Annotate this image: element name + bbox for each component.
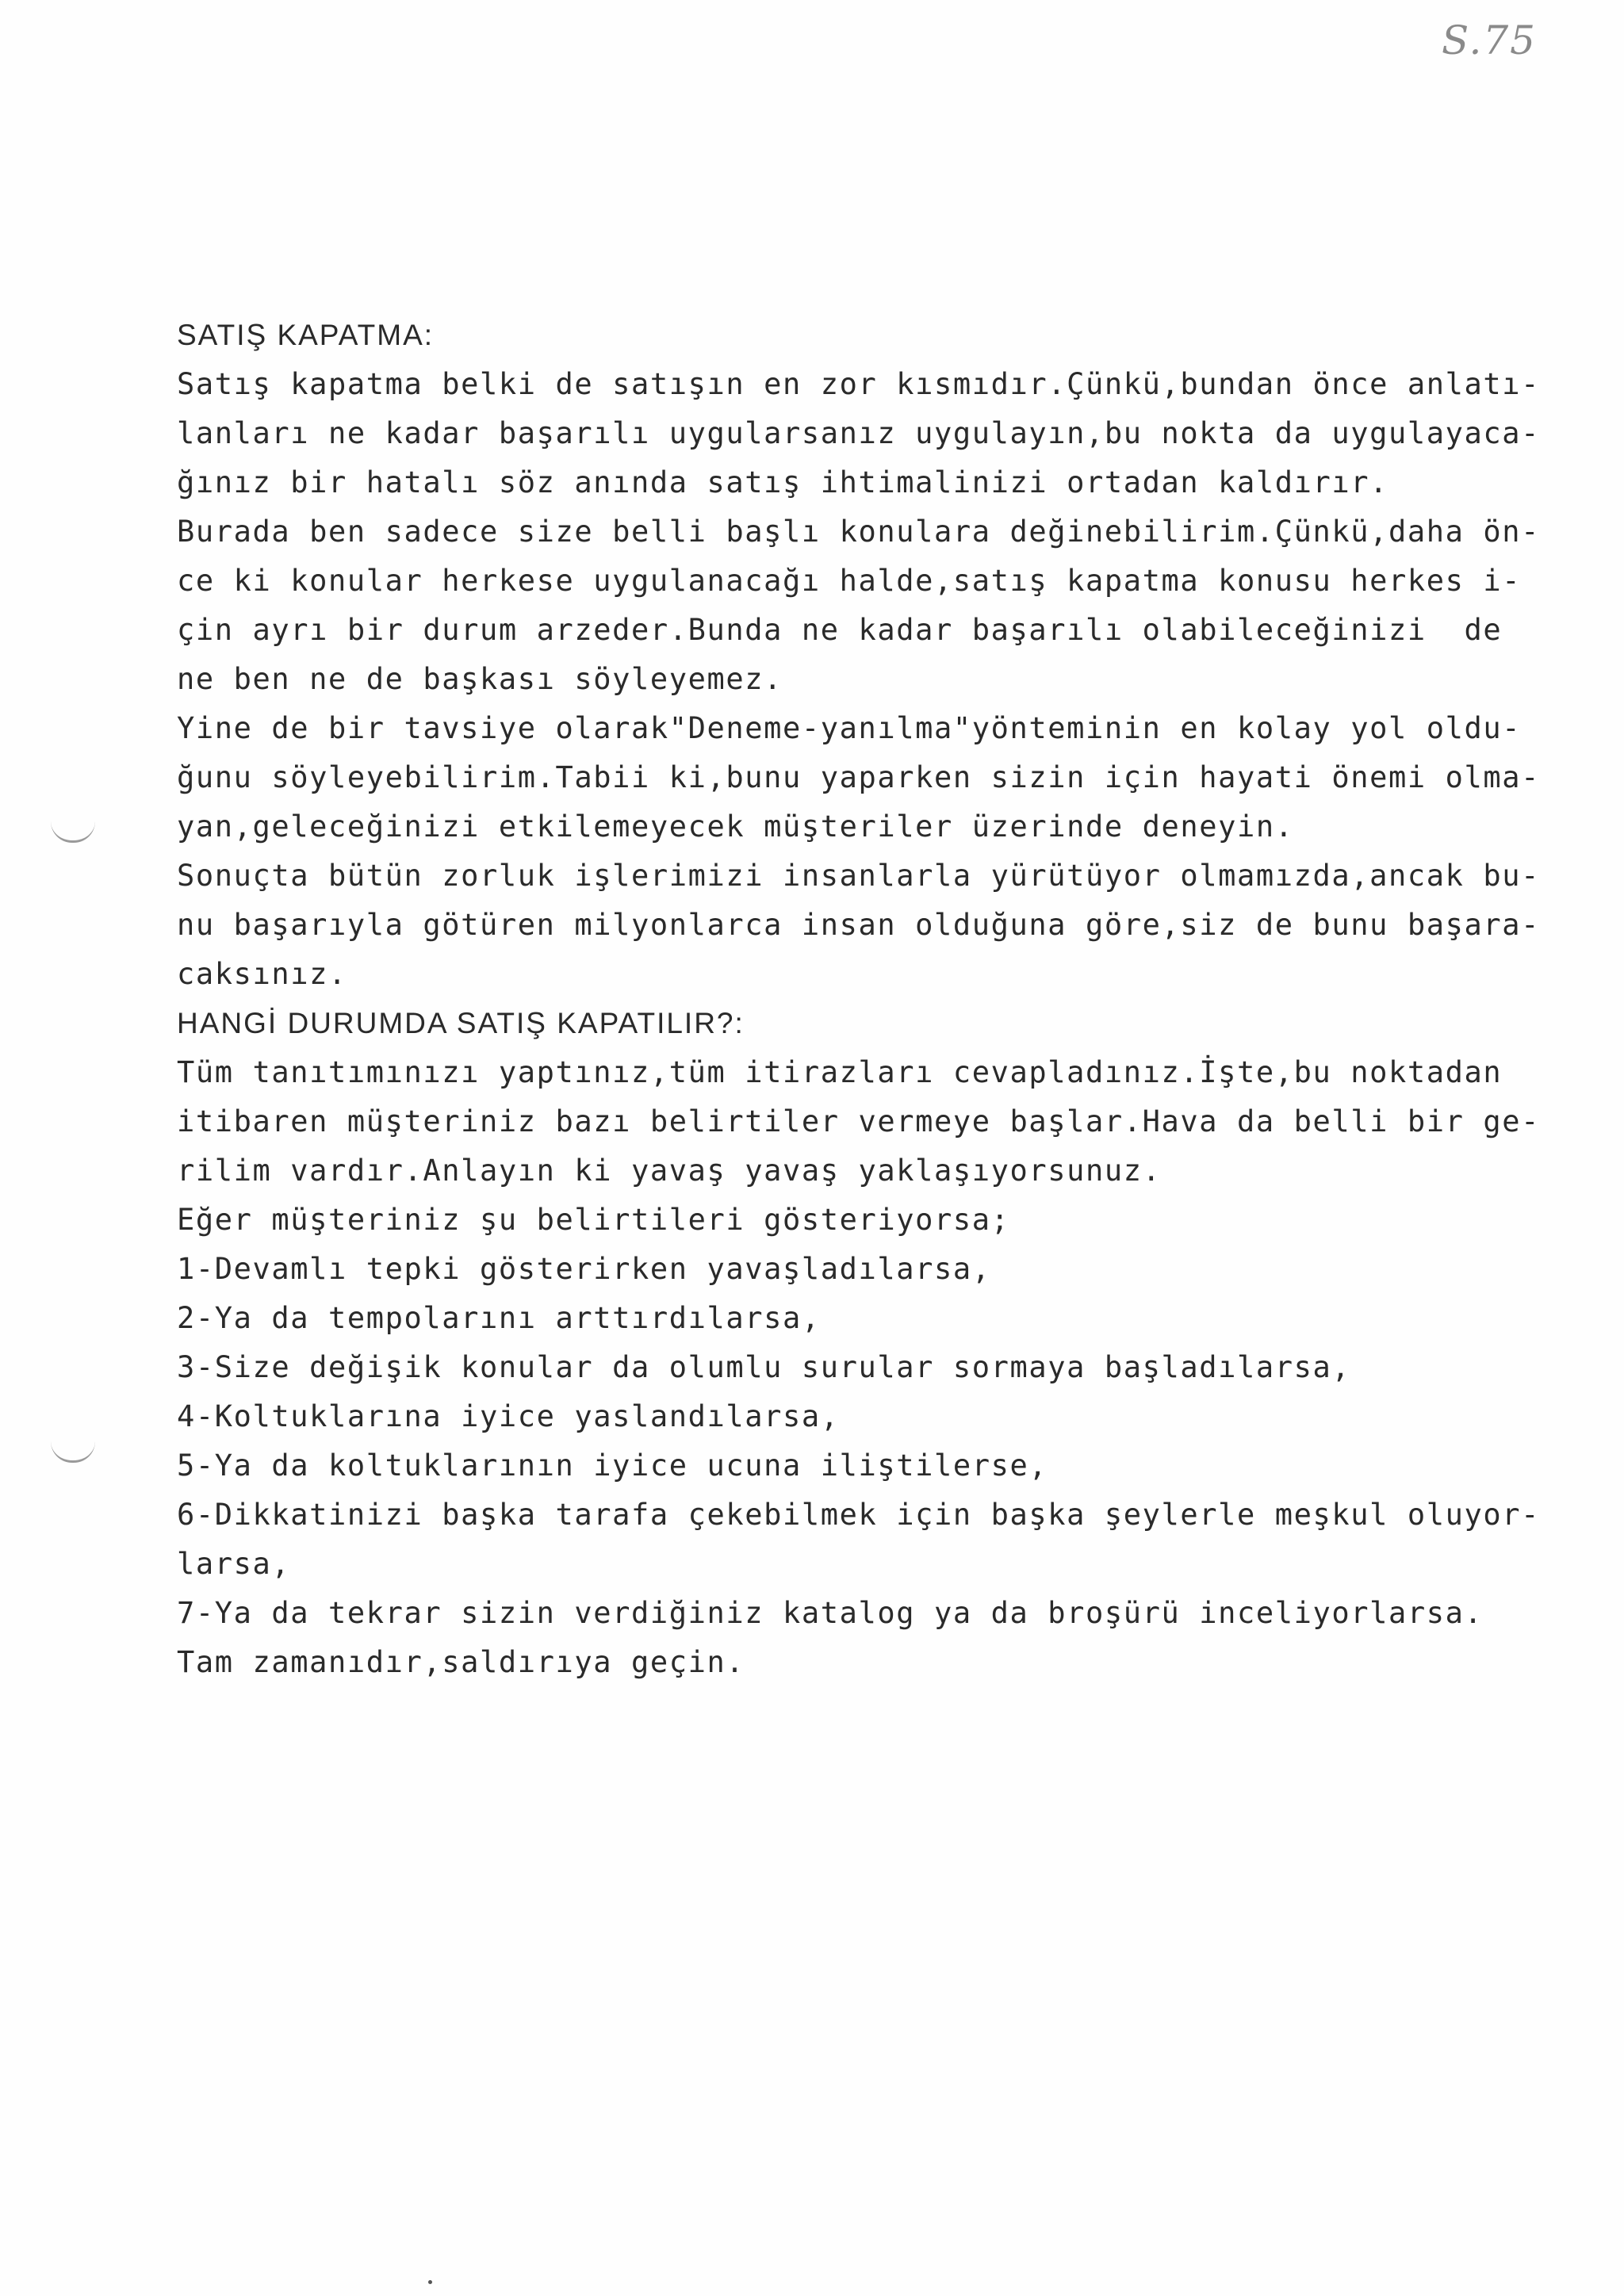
list-item: 3-Size değişik konular da olumlu surular sormaya başladılarsa, (177, 1350, 1351, 1384)
text-line: yan,geleceğinizi etkilemeyecek müşteriler üzerinde deneyin. (177, 809, 1294, 844)
text-line: Satış kapatma belki de satışın en zor kısmıdır.Çünkü,bundan önce anlatı- (177, 367, 1541, 401)
typed-text-body (177, 311, 1596, 1687)
text-line: ğınız bir hatalı söz anında satış ihtimalinizi ortadan kaldırır. (177, 465, 1389, 499)
list-item: 4-Koltuklarına iyice yaslandılarsa, (177, 1399, 840, 1433)
text-line: ne ben ne de başkası söyleyemez. (177, 662, 783, 696)
punch-hole-mark (51, 1441, 95, 1463)
text-line: nu başarıyla götüren milyonlarca insan olduğuna göre,siz de bunu başara- (177, 908, 1541, 942)
section-heading-satis-kapatma: SATIŞ KAPATMA: (177, 319, 435, 351)
text-line: caksınız. (177, 957, 347, 991)
text-line: Yine de bir tavsiye olarak"Deneme-yanılma"yönteminin en kolay yol oldu- (177, 711, 1522, 745)
text-line: Burada ben sadece size belli başlı konulara değinebilirim.Çünkü,daha ön- (177, 515, 1541, 549)
section-heading-hangi-durumda: HANGİ DURUMDA SATIŞ KAPATILIR?: (177, 1007, 745, 1039)
list-item: 6-Dikkatinizi başka tarafa çekebilmek için başka şeylerle meşkul oluyor- (177, 1498, 1541, 1532)
text-line: Sonuçta bütün zorluk işlerimizi insanlarla yürütüyor olmamızda,ancak bu- (177, 859, 1541, 893)
text-line: larsa, (177, 1547, 291, 1581)
scan-speck (428, 2280, 432, 2284)
text-line: lanları ne kadar başarılı uygularsanız uygulayın,bu nokta da uygulayaca- (177, 416, 1541, 450)
text-line: ce ki konular herkese uygulanacağı halde,satış kapatma konusu herkes i- (177, 564, 1522, 598)
list-item: 2-Ya da tempolarını arttırdılarsa, (177, 1301, 821, 1335)
text-line: Tüm tanıtımınızı yaptınız,tüm itirazları cevapladınız.İşte,bu noktadan (177, 1055, 1503, 1089)
text-line: Tam zamanıdır,saldırıya geçin. (177, 1645, 745, 1679)
text-line: itibaren müşteriniz bazı belirtiler vermeye başlar.Hava da belli bir ge- (177, 1104, 1541, 1138)
text-line: ğunu söyleyebilirim.Tabii ki,bunu yaparken sizin için hayati önemi olma- (177, 760, 1541, 794)
text-line: rilim vardır.Anlayın ki yavaş yavaş yaklaşıyorsunuz. (177, 1154, 1162, 1188)
list-item: 7-Ya da tekrar sizin verdiğiniz katalog ya da broşürü inceliyorlarsa. (177, 1596, 1484, 1630)
handwritten-page-number: S.75 (1442, 17, 1537, 63)
text-line: Eğer müşteriniz şu belirtileri gösteriyorsa; (177, 1203, 1010, 1237)
list-item: 1-Devamlı tepki gösterirken yavaşladılarsa, (177, 1252, 991, 1286)
text-line: çin ayrı bir durum arzeder.Bunda ne kadar başarılı olabileceğinizi de (177, 613, 1503, 647)
list-item: 5-Ya da koltuklarının iyice ucuna iliştilerse, (177, 1448, 1048, 1483)
punch-hole-mark (51, 821, 95, 843)
